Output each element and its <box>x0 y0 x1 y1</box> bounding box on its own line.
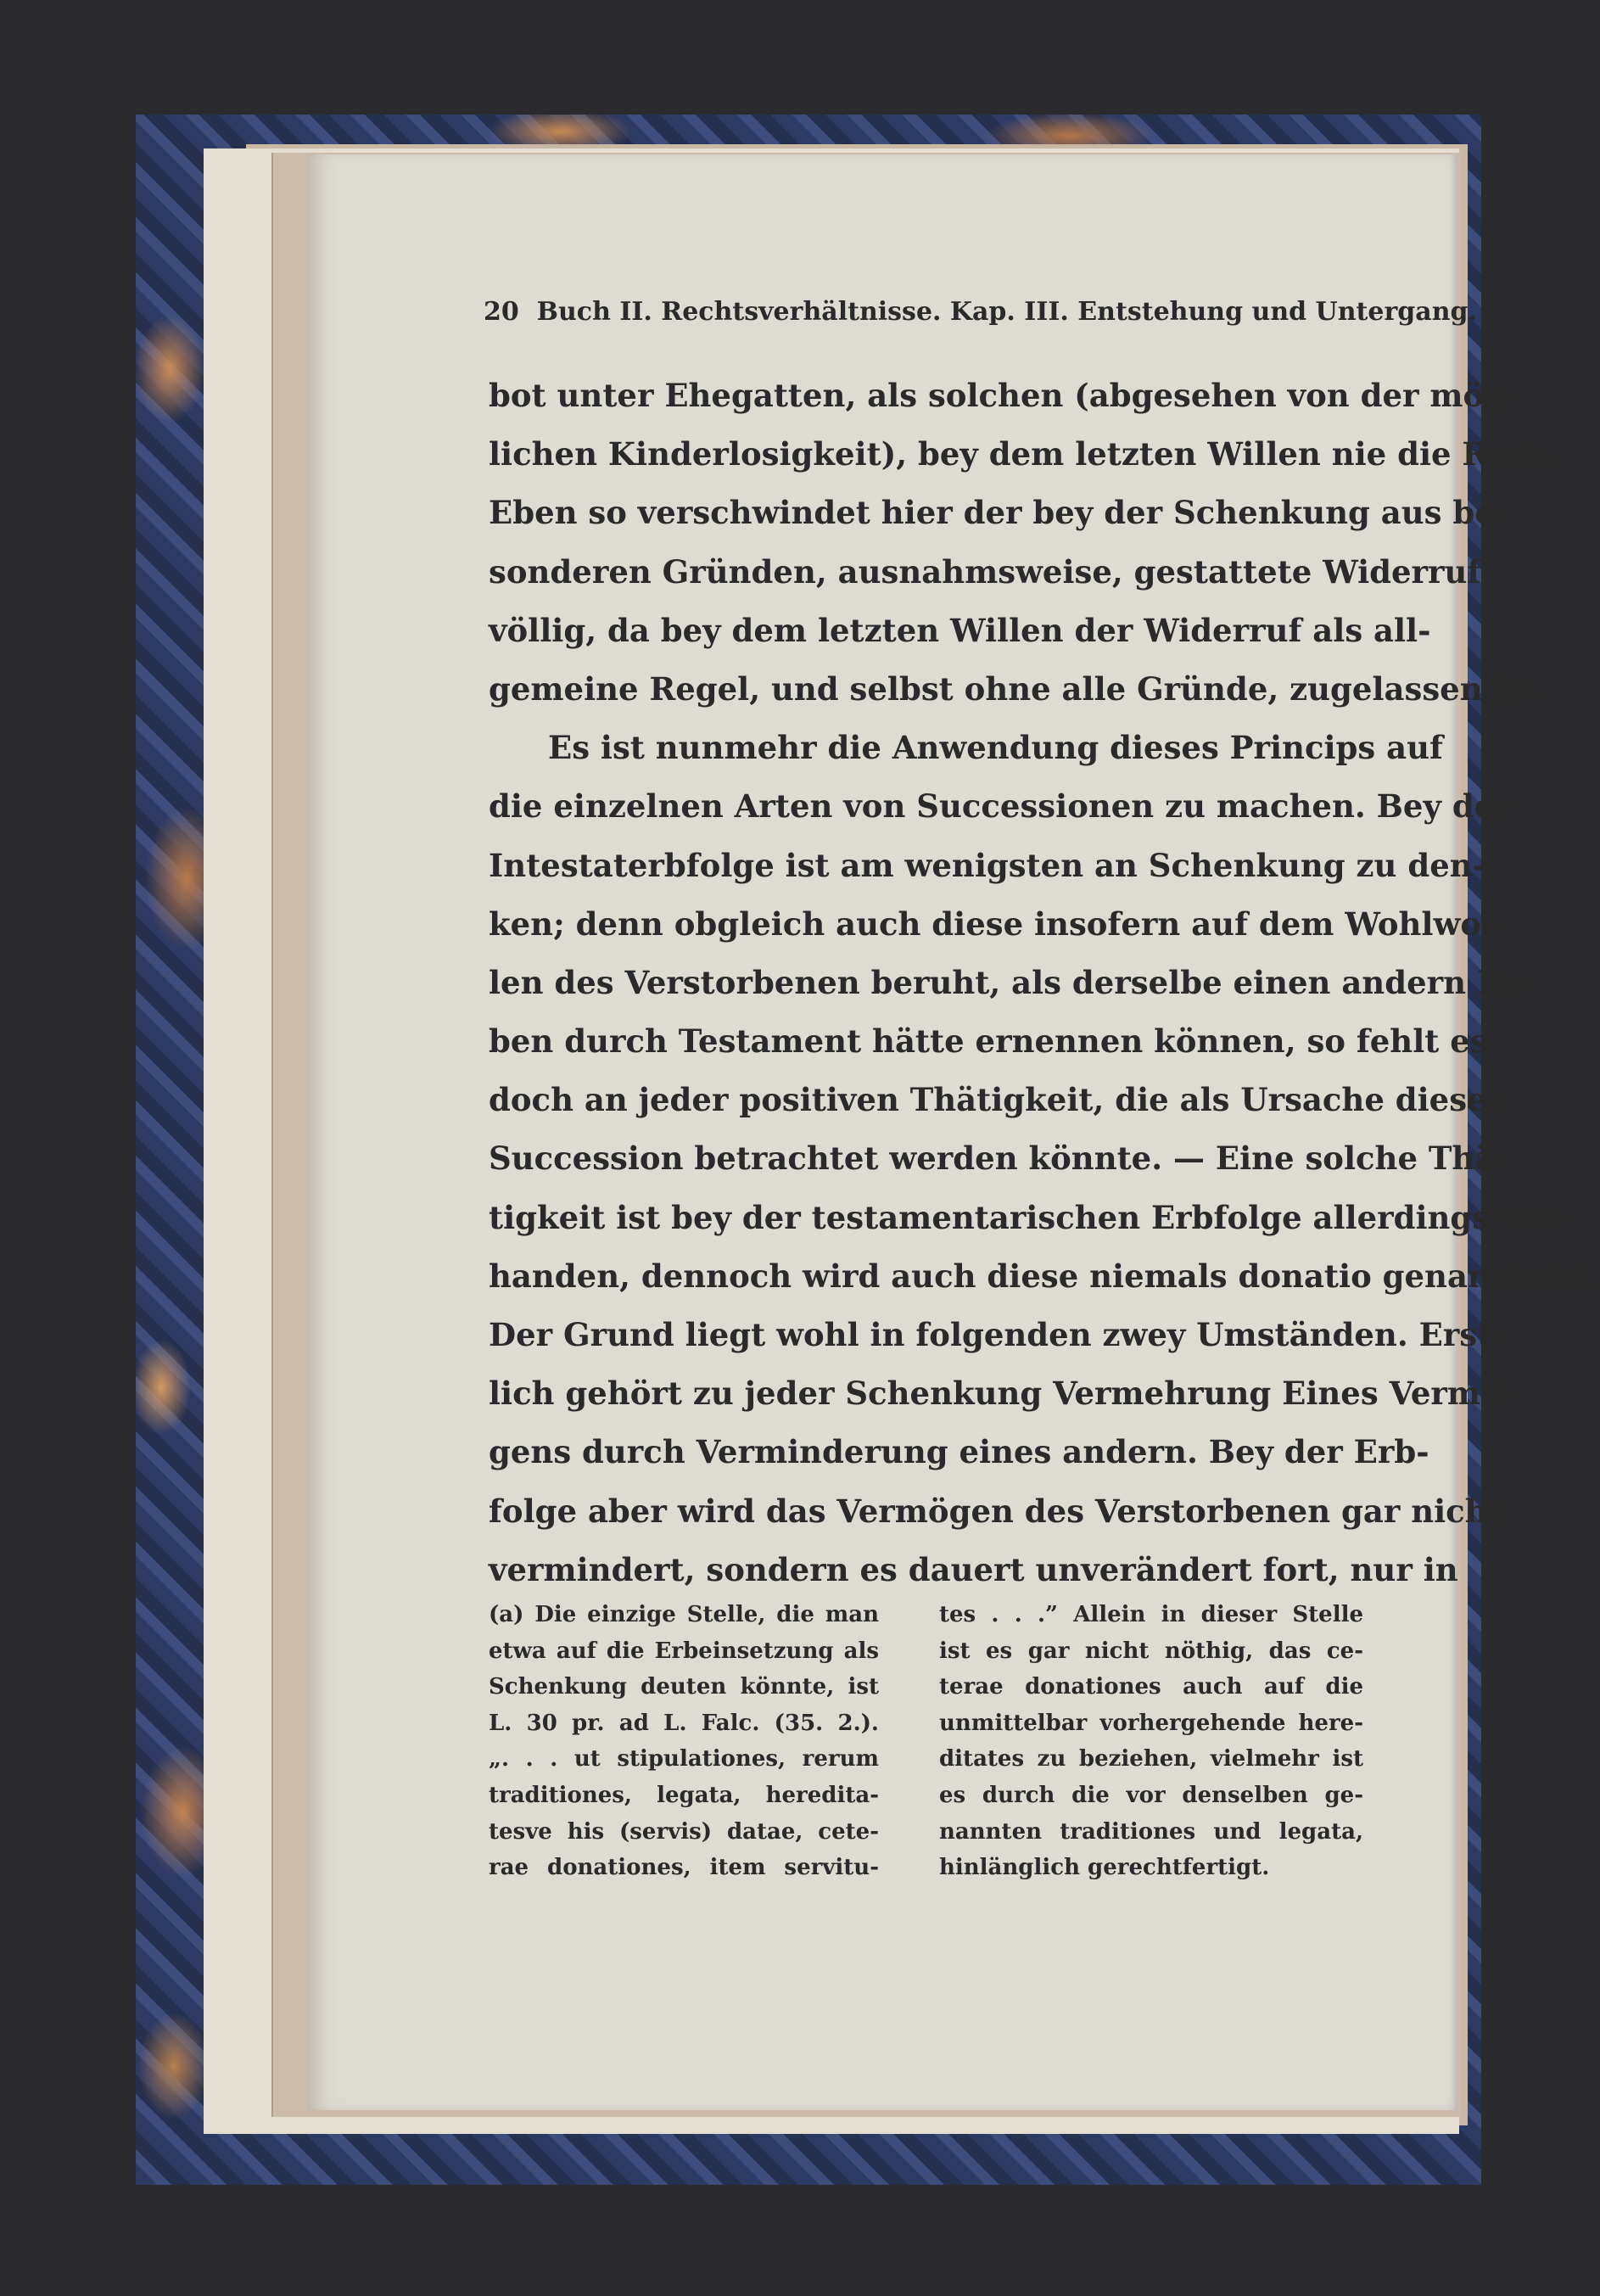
footnote-line: (a) Die einzige Stelle, die man <box>489 1602 879 1627</box>
page-number: 20 <box>484 297 519 327</box>
footnote-line: traditiones, legata, heredita- <box>489 1782 879 1808</box>
footnote-line: etwa auf die Erbeinsetzung als <box>489 1638 879 1664</box>
text-line: Succession betrachtet werden könnte. — Eine solche Thä- <box>489 1140 1508 1178</box>
text-line: lichen Kinderlosigkeit), bey dem letzten Willen nie die Rede. <box>489 435 1562 473</box>
footnote-line: ditates zu beziehen, vielmehr ist <box>939 1746 1363 1772</box>
footnote-column-right <box>939 1597 1363 1886</box>
text-line: Es ist nunmehr die Anwendung dieses Princips auf <box>548 729 1443 767</box>
running-title: Buch II. Rechtsverhältnisse. Kap. III. Entstehung und Untergang. <box>536 297 1477 327</box>
text-line: völlig, da bey dem letzten Willen der Widerruf als all- <box>489 611 1431 649</box>
footnote-line: tes . . .” Allein in dieser Stelle <box>939 1602 1363 1627</box>
footnote-line: es durch die vor denselben ge- <box>939 1782 1363 1808</box>
text-line: Der Grund liegt wohl in folgenden zwey Umständen. Erst- <box>489 1316 1505 1353</box>
book-page <box>307 154 1600 2110</box>
footnote-column-left <box>489 1597 879 1886</box>
page-header <box>484 297 1477 327</box>
text-line: sonderen Gründen, ausnahmsweise, gestattete Widerruf <box>489 552 1481 591</box>
text-line: ben durch Testament hätte ernennen können, so fehlt es <box>489 1022 1488 1061</box>
footnote-line: nannten traditiones und legata, <box>939 1818 1363 1845</box>
body-text <box>489 367 1600 1599</box>
text-line: handen, dennoch wird auch diese niemals donatio genannt (a). <box>489 1257 1600 1295</box>
text-line: Eben so verschwindet hier der bey der Schenkung aus be- <box>489 494 1508 532</box>
text-line: gens durch Verminderung eines andern. Bey der Erb- <box>489 1433 1429 1471</box>
text-line: gemeine Regel, und selbst ohne alle Gründe, zugelassen ist. <box>489 669 1549 708</box>
footnote-line: terae donationes auch auf die <box>939 1674 1363 1700</box>
text-line: Intestaterbfolge ist am wenigsten an Schenkung zu den- <box>489 846 1486 884</box>
footnote-line: ist es gar nicht nöthig, das ce- <box>939 1638 1363 1664</box>
footnote-line: tesve his (servis) datae, cete- <box>489 1818 879 1845</box>
text-line: die einzelnen Arten von Successionen zu machen. Bey der <box>489 787 1511 826</box>
footnote-line: L. 30 pr. ad L. Falc. (35. 2.). <box>489 1710 879 1736</box>
footnote-line: rae donationes, item servitu- <box>489 1855 879 1881</box>
footnote-line: „. . . ut stipulationes, rerum <box>489 1746 879 1772</box>
text-line: ken; denn obgleich auch diese insofern auf dem Wohlwol- <box>489 904 1507 943</box>
text-line: doch an jeder positiven Thätigkeit, die als Ursache dieser <box>489 1081 1504 1119</box>
footnote-line: hinlänglich gerechtfertigt. <box>939 1855 1270 1881</box>
text-line: lich gehört zu jeder Schenkung Vermehrung Eines Vermö- <box>489 1375 1515 1413</box>
text-line: bot unter Ehegatten, als solchen (abgesehen von der mög- <box>489 377 1519 414</box>
text-line: vermindert, sondern es dauert unverändert fort, nur in <box>489 1550 1458 1588</box>
text-line: tigkeit ist bey der testamentarischen Erbfolge allerdings vor- <box>489 1198 1570 1236</box>
footnote-line: unmittelbar vorhergehende here- <box>939 1710 1363 1736</box>
footnote-line: Schenkung deuten könnte, ist <box>489 1674 879 1700</box>
text-line: len des Verstorbenen beruht, als derselbe einen andern Er- <box>489 963 1530 1001</box>
text-line: folge aber wird das Vermögen des Verstorbenen gar nicht <box>489 1492 1502 1530</box>
